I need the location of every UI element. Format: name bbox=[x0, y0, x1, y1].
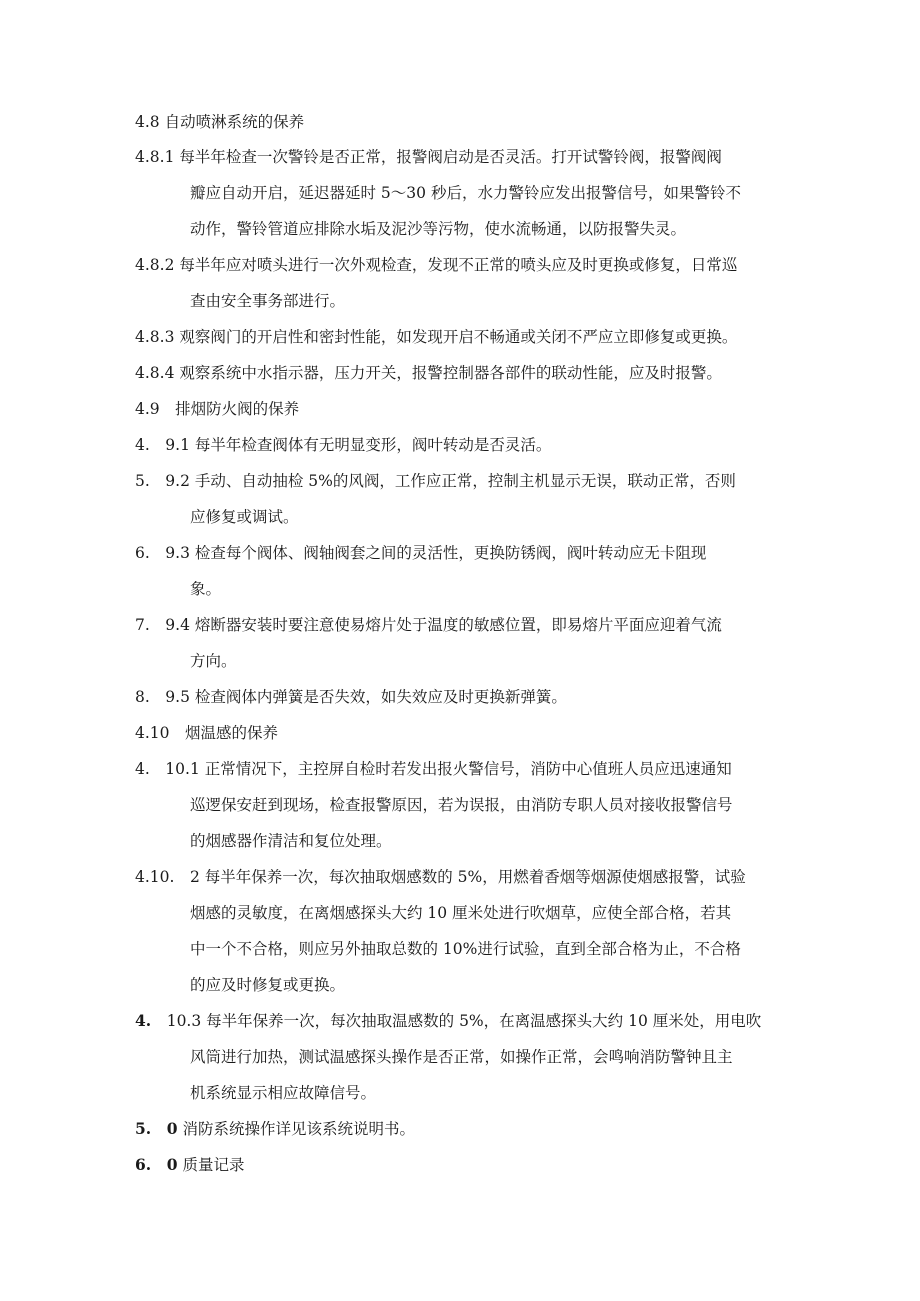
paragraph-10-1-cont: 巡逻保安赶到现场，检查报警原因，若为误报，由消防专职人员对接收报警信号 bbox=[190, 796, 733, 814]
paragraph-10-2: 4.10. 2 每半年保养一次，每次抽取烟感数的 5%，用燃着香烟等烟源使烟感报警，试验 bbox=[135, 868, 746, 886]
paragraph-4-8-2: 4.8.2 每半年应对喷头进行一次外观检查，发现不正常的喷头应及时更换或修复，日常巡 bbox=[135, 256, 738, 274]
paragraph-10-3-text: 10.3 每半年保养一次，每次抽取温感数的 5%，在离温感探头大约 10 厘米处，用电吹 bbox=[166, 1012, 762, 1030]
paragraph-9-2-cont: 应修复或调试。 bbox=[190, 508, 299, 526]
section-6-0-text: 质量记录 bbox=[182, 1156, 245, 1174]
paragraph-9-4: 7. 9.4 熔断器安装时要注意使易熔片处于温度的敏感位置，即易熔片平面应迎着气流 bbox=[135, 616, 722, 634]
paragraph-4-8-2-cont: 查由安全事务部进行。 bbox=[190, 292, 346, 310]
section-6-0 bbox=[135, 1155, 244, 1175]
paragraph-10-2-cont: 的应及时修复或更换。 bbox=[190, 976, 346, 994]
paragraph-10-2-cont: 烟感的灵敏度，在离烟感探头大约 10 厘米处进行吹烟草，应使全部合格，若其 bbox=[190, 904, 732, 922]
list-marker-zero: 0 bbox=[166, 1119, 178, 1138]
paragraph-4-8-1: 4.8.1 每半年检查一次警铃是否正常，报警阀启动是否灵活。打开试警铃阀，报警阀阀 bbox=[135, 148, 722, 166]
paragraph-10-1-cont: 的烟感器作清洁和复位处理。 bbox=[190, 832, 392, 850]
paragraph-10-1: 4. 10.1 正常情况下，主控屏自检时若发出报火警信号，消防中心值班人员应迅速通知 bbox=[135, 760, 732, 778]
list-marker: 6. bbox=[135, 1155, 152, 1174]
paragraph-10-3-cont: 风筒进行加热，测试温感探头操作是否正常，如操作正常，会鸣响消防警钟且主 bbox=[190, 1048, 733, 1066]
paragraph-9-2: 5. 9.2 手动、自动抽检 5%的风阀，工作应正常，控制主机显示无误，联动正常，否则 bbox=[135, 472, 736, 490]
paragraph-9-1: 4. 9.1 每半年检查阀体有无明显变形，阀叶转动是否灵活。 bbox=[135, 436, 552, 454]
paragraph-10-3-cont: 机系统显示相应故障信号。 bbox=[190, 1084, 377, 1102]
heading-4-9: 4.9 排烟防火阀的保养 bbox=[135, 400, 300, 418]
heading-4-8: 4.8 自动喷淋系统的保养 bbox=[135, 113, 305, 131]
paragraph-10-3 bbox=[135, 1011, 761, 1031]
paragraph-9-4-cont: 方向。 bbox=[190, 652, 237, 670]
paragraph-10-2-cont: 中一个不合格，则应另外抽取总数的 10%进行试验，直到全部合格为止，不合格 bbox=[190, 940, 741, 958]
paragraph-9-3-cont: 象。 bbox=[190, 580, 222, 598]
list-marker: 4. bbox=[135, 1011, 152, 1030]
paragraph-9-3: 6. 9.3 检查每个阀体、阀轴阀套之间的灵活性，更换防锈阀，阀叶转动应无卡阻现 bbox=[135, 544, 707, 562]
section-5-0-text: 消防系统操作详见该系统说明书。 bbox=[182, 1120, 415, 1138]
section-5-0 bbox=[135, 1119, 415, 1139]
list-marker-zero: 0 bbox=[166, 1155, 178, 1174]
paragraph-4-8-1-cont: 动作，警铃管道应排除水垢及泥沙等污物，使水流畅通，以防报警失灵。 bbox=[190, 220, 687, 238]
heading-4-10: 4.10 烟温感的保养 bbox=[135, 724, 279, 742]
paragraph-4-8-1-cont: 瓣应自动开启，延迟器延时 5～30 秒后，水力警铃应发出报警信号，如果警铃不 bbox=[190, 184, 741, 202]
list-marker: 5. bbox=[135, 1119, 152, 1138]
paragraph-4-8-3: 4.8.3 观察阀门的开启性和密封性能，如发现开启不畅通或关闭不严应立即修复或更换。 bbox=[135, 328, 738, 346]
paragraph-4-8-4: 4.8.4 观察系统中水指示器，压力开关，报警控制器各部件的联动性能，应及时报警。 bbox=[135, 364, 722, 382]
paragraph-9-5: 8. 9.5 检查阀体内弹簧是否失效，如失效应及时更换新弹簧。 bbox=[135, 688, 567, 706]
